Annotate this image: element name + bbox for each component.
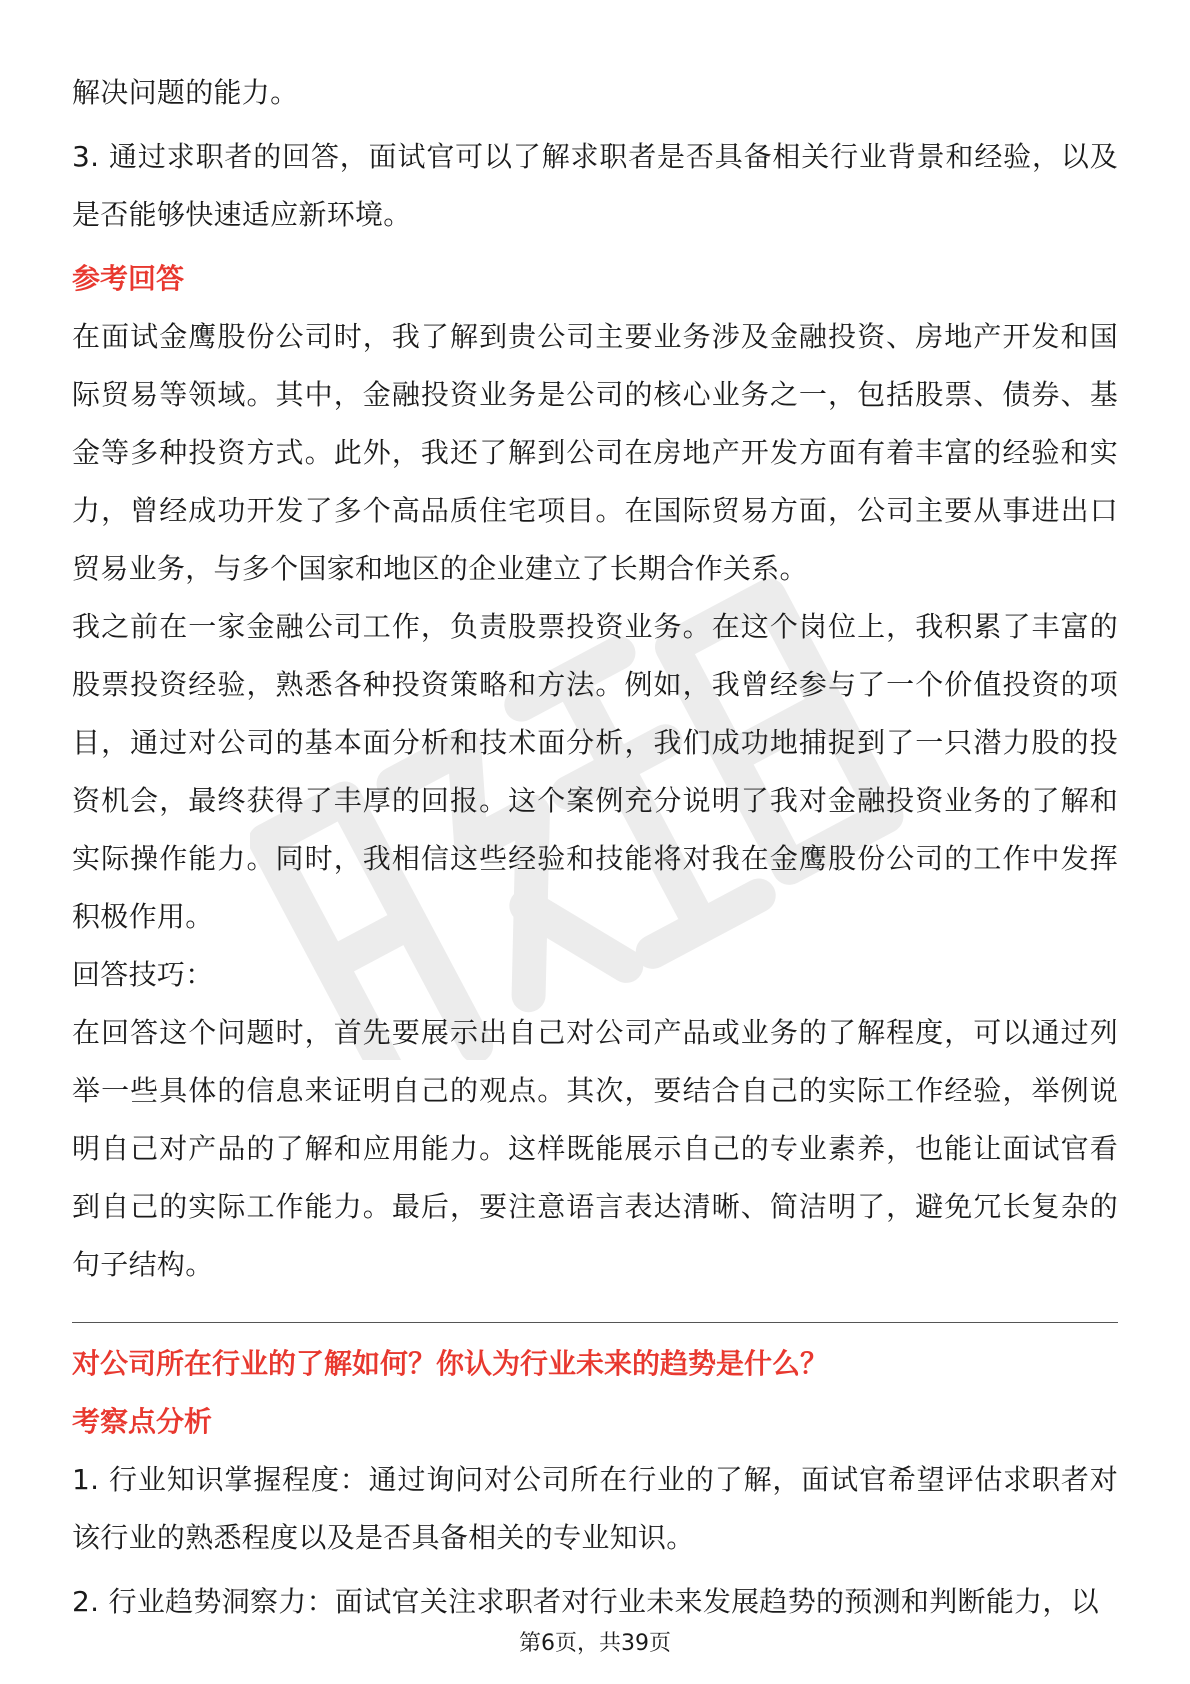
page-content [72, 64, 1118, 1631]
reference-paragraph-1: 在面试金鹰股份公司时，我了解到贵公司主要业务涉及金融投资、房地产开发和国际贸易等领域。其中，金融投资业务是公司的核心业务之一，包括股票、债券、基金等多种投资方式。此外，我还了解到公司在房地产开发方面有着丰富的经验和实力，曾经成功开发了多个高品质住宅项目。在国际贸易方面，公司主要从事进出口贸易业务，与多个国家和地区的企业建立了长期合作关系。 [72, 320, 1118, 585]
analysis-item-3: 3. 通过求职者的回答，面试官可以了解求职者是否具备相关行业背景和经验，以及是否能够快速适应新环境。 [72, 140, 1118, 231]
section-divider [72, 1322, 1118, 1323]
question-title: 对公司所在行业的了解如何？你认为行业未来的趋势是什么？ [72, 1347, 829, 1380]
reference-answer-heading: 参考回答 [72, 262, 185, 295]
analysis-item-2: 2. 行业趋势洞察力：面试官关注求职者对行业未来发展趋势的预测和判断能力，以 [72, 1585, 1100, 1618]
page-number: 第6页，共39页 [519, 1631, 671, 1656]
answer-tips-label: 回答技巧： [72, 958, 214, 991]
answer-tips-text: 在回答这个问题时，首先要展示出自己对公司产品或业务的了解程度，可以通过列举一些具体的信息来证明自己的观点。其次，要结合自己的实际工作经验，举例说明自己对产品的了解和应用能力。这样既能展示自己的专业素养，也能让面试官看到自己的实际工作能力。最后，要注意语言表达清晰、简洁明了，避免冗长复杂的句子结构。 [72, 1016, 1118, 1281]
analysis-heading: 考察点分析 [72, 1405, 213, 1438]
reference-paragraph-2: 我之前在一家金融公司工作，负责股票投资业务。在这个岗位上，我积累了丰富的股票投资经验，熟悉各种投资策略和方法。例如，我曾经参与了一个价值投资的项目，通过对公司的基本面分析和技术面分析，我们成功地捕捉到了一只潜力股的投资机会，最终获得了丰厚的回报。这个案例充分说明了我对金融投资业务的了解和实际操作能力。同时，我相信这些经验和技能将对我在金鹰股份公司的工作中发挥积极作用。 [72, 610, 1118, 933]
continued-line: 解决问题的能力。 [72, 76, 299, 109]
analysis-item-1: 1. 行业知识掌握程度：通过询问对公司所在行业的了解，面试官希望评估求职者对该行业的熟悉程度以及是否具备相关的专业知识。 [72, 1463, 1118, 1554]
